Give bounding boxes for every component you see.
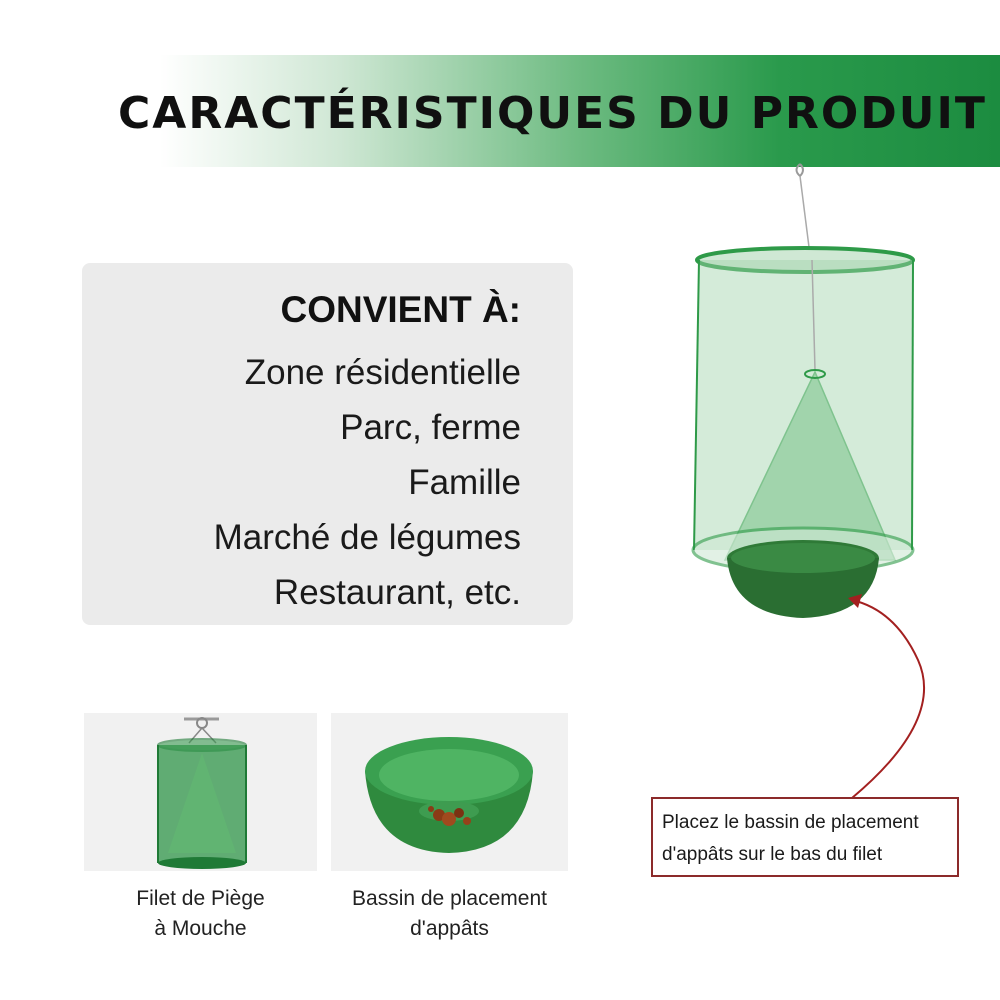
suitable-for-item: Marché de légumes (213, 518, 521, 557)
caption-line: Bassin de placement (352, 887, 547, 910)
suitable-for-item: Restaurant, etc. (273, 573, 521, 612)
suitable-for-item: Parc, ferme (340, 408, 521, 447)
callout-line: Placez le bassin de placement (662, 812, 919, 833)
hanging-fly-trap-image (650, 160, 950, 640)
callout-arrow (800, 580, 950, 810)
suitable-for-item: Famille (408, 463, 521, 502)
suitable-for-item: Zone résidentielle (244, 353, 521, 392)
placement-callout (651, 797, 959, 877)
caption-line: Filet de Piège (136, 887, 265, 910)
suitable-for-heading: CONVIENT À: (280, 289, 521, 330)
fly-trap-net-illustration (84, 713, 317, 871)
bait-basin-illustration (331, 713, 568, 871)
caption-line: à Mouche (154, 917, 247, 940)
suitable-for-panel (82, 263, 573, 625)
suitable-for-list (214, 345, 521, 620)
bait-basin-image (331, 713, 568, 871)
caption-line: d'appâts (410, 917, 489, 940)
fly-trap-net-image (84, 713, 317, 871)
banner-title: CARACTÉRISTIQUES DU PRODUIT (118, 88, 987, 139)
bait-basin-caption (331, 884, 568, 944)
callout-line: d'appâts sur le bas du filet (662, 844, 883, 865)
fly-trap-net-caption (84, 884, 317, 944)
